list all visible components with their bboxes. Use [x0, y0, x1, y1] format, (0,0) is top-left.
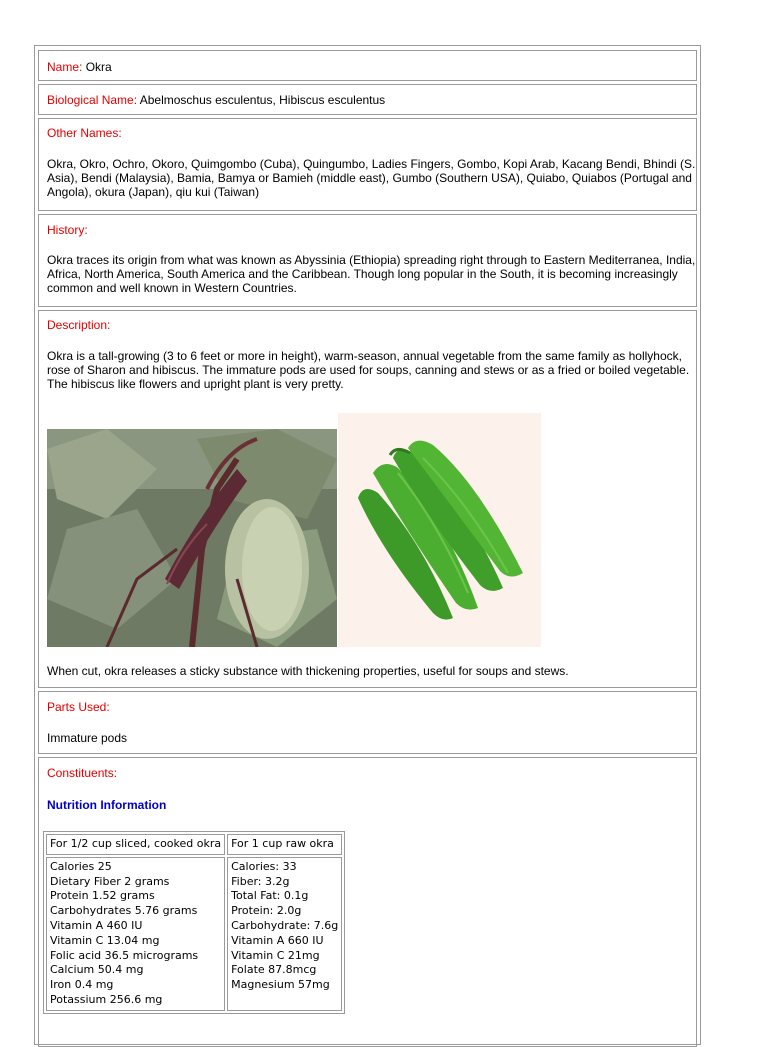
nutrient-item: Protein: 2.0g [231, 904, 302, 918]
nutrient-item: Vitamin C 21mg [231, 948, 320, 962]
constituents-label: Constituents: [47, 766, 118, 780]
nutrient-item: Folate 87.8mcg [231, 963, 317, 977]
nutrient-item: Magnesium 57mg [231, 978, 330, 992]
okra-plant-photo [47, 429, 337, 647]
nutrient-item: Vitamin C 13.04 mg [50, 933, 160, 947]
nutrition-list-cooked [46, 857, 225, 1011]
nutrient-item: Carbohydrates 5.76 grams [50, 904, 198, 918]
nutrient-item: Vitamin A 460 IU [50, 918, 143, 932]
biological-name-value: Abelmoschus esculentus, Hibiscus esculentus [139, 93, 386, 107]
nutrient-item: Total Fat: 0.1g [231, 889, 309, 903]
nutrition-table [43, 831, 345, 1014]
okra-pods-photo [338, 413, 541, 647]
nutrient-item: Dietary Fiber 2 grams [50, 874, 170, 888]
nutrient-item: Calories: 33 [231, 859, 297, 873]
other-names-text: Okra, Okro, Ochro, Okoro, Quimgombo (Cuba), Quingumbo, Ladies Fingers, Gombo, Kopi Arab, Kacang Bendi, Bhindi (S. Asia), Bendi (Malaysia), Bamia, Bamya or Bamieh (middle east), Gumbo (Southern USA), Quiabo, Quiabos (Portugal and Angola), okura (Japan), qiu kui (Taiwan) [47, 157, 696, 199]
nutrient-item: Calories 25 [50, 859, 112, 873]
nutrient-item: Iron 0.4 mg [50, 978, 114, 992]
history-row [38, 214, 697, 307]
herb-info-table [34, 45, 701, 1045]
description-label: Description: [47, 318, 111, 332]
name-row [38, 50, 697, 81]
parts-used-text: Immature pods [47, 731, 128, 745]
parts-used-label: Parts Used: [47, 700, 110, 714]
other-names-row [38, 118, 697, 211]
nutrient-item: Folic acid 36.5 micrograms [50, 948, 199, 962]
nutrition-header-raw: For 1 cup raw okra [227, 834, 342, 855]
nutrient-item: Fiber: 3.2g [231, 874, 290, 888]
nutrient-item: Vitamin A 660 IU [231, 933, 324, 947]
name-label: Name: [47, 60, 83, 74]
nutrient-item: Potassium 256.6 mg [50, 992, 163, 1006]
nutrition-header-cooked: For 1/2 cup sliced, cooked okra [46, 834, 225, 855]
nutrient-item: Calcium 50.4 mg [50, 963, 144, 977]
nutrient-item: Protein 1.52 grams [50, 889, 155, 903]
description-text: Okra is a tall-growing (3 to 6 feet or more in height), warm-season, annual vegetable from the same family as hollyhock, rose of Sharon and hibiscus. The immature pods are used for soups, canning and stews or as a fried or boiled vegetable. The hibiscus like flowers and upright plant is very pretty. [47, 349, 690, 391]
biological-name-row [38, 84, 697, 115]
other-names-label: Other Names: [47, 126, 122, 140]
history-label: History: [47, 223, 88, 237]
nutrition-title: Nutrition Information [47, 798, 167, 812]
biological-name-label: Biological Name: [47, 93, 138, 107]
nutrient-item: Carbohydrate: 7.6g [231, 918, 339, 932]
description-caption: When cut, okra releases a sticky substance with thickening properties, useful for soups and stews. [47, 664, 569, 678]
constituents-row [38, 757, 697, 1047]
name-value: Okra [85, 60, 112, 74]
history-text: Okra traces its origin from what was known as Abyssinia (Ethiopia) spreading right through to Eastern Mediterranea, India, Africa, North America, South America and the Caribbean. Though long popular in the South, it is becoming increasingly common and well known in Western Countries. [47, 253, 696, 295]
description-row [38, 310, 697, 688]
nutrition-list-raw [227, 857, 342, 1011]
parts-used-row [38, 691, 697, 754]
